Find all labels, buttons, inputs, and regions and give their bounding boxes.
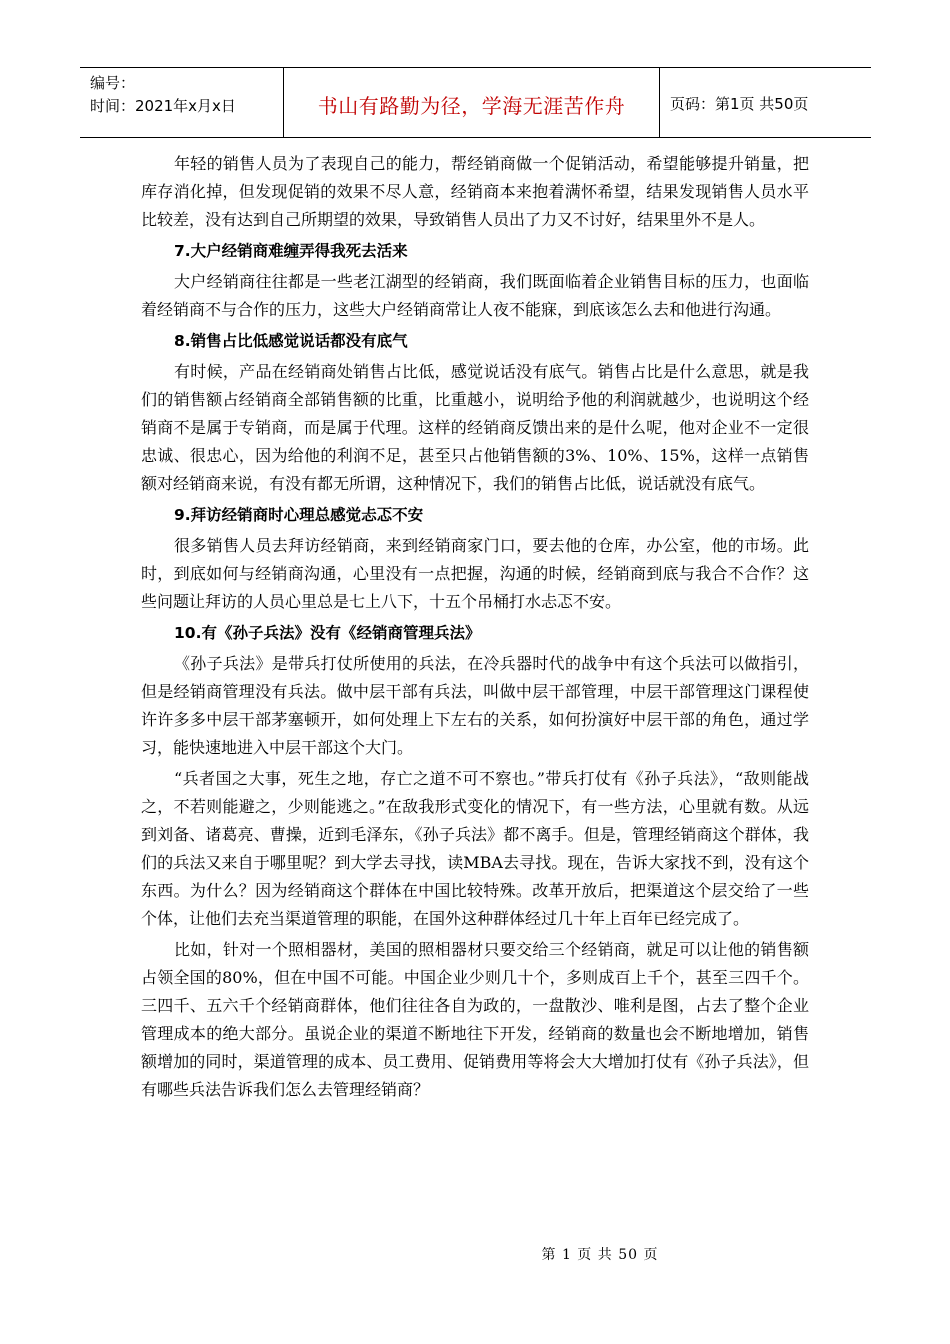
paragraph: 很多销售人员去拜访经销商，来到经销商家门口，要去他的仓库，办公室，他的市场。此时，到底如何与经销商沟通，心里没有一点把握，沟通的时候，经销商到底与我合不合作？这些问题让拜访的人员心里总是七上八下，十五个吊桶打水忐忑不安。	[141, 536, 809, 611]
paragraph: 有时候，产品在经销商处销售占比低，感觉说话没有底气。销售占比是什么意思，就是我们的销售额占经销商全部销售额的比重，比重越小，说明给予他的利润就越少，也说明这个经销商不是属于专销商，而是属于代理。这样的经销商反馈出来的是什么呢，他对企业不一定很忠诚、很忠心，因为给他的利润不足，甚至只占他销售额的3%、10%、15%，这样一点销售额对经销商来说，有没有都无所谓，这种情况下，我们的销售占比低，说话就没有底气。	[141, 362, 809, 493]
page-footer: 第 1 页 共 50 页	[541, 1247, 659, 1263]
number-label: 编号：	[90, 74, 136, 92]
header-meta	[80, 68, 284, 137]
paragraph: 《孙子兵法》是带兵打仗所使用的兵法，在冷兵器时代的战争中有这个兵法可以做指引，但是经销商管理没有兵法。做中层干部有兵法，叫做中层干部管理，中层干部管理这门课程使许许多多中层干部茅塞顿开，如何处理上下左右的关系，如何扮演好中层干部的角色，通过学习，能快速地进入中层干部这个大门。	[141, 654, 809, 757]
section-heading: 7.大户经销商难缠弄得我死去活来	[174, 242, 408, 260]
section-heading: 8.销售占比低感觉说话都没有底气	[174, 332, 408, 350]
section-heading: 9.拜访经销商时心理总感觉忐忑不安	[174, 506, 424, 524]
header-page-label: 页码：第1页 共50页	[670, 95, 809, 113]
paragraph: “兵者国之大事，死生之地，存亡之道不可不察也。”带兵打仗有《孙子兵法》，“敌则能战之，不若则能避之，少则能逃之。”在敌我形式变化的情况下，有一些方法，心里就有数。从远到刘备、诸葛亮、曹操，近到毛泽东，《孙子兵法》都不离手。但是，管理经销商这个群体，我们的兵法又来自于哪里呢？到大学去寻找，读MBA去寻找。现在，告诉大家找不到，没有这个东西。为什么？因为经销商这个群体在中国比较特殊。改革开放后，把渠道这个层交给了一些个体，让他们去充当渠道管理的职能，在国外这种群体经过几十年上百年已经完成了。	[141, 769, 809, 928]
paragraph: 大户经销商往往都是一些老江湖型的经销商，我们既面临着企业销售目标的压力，也面临着经销商不与合作的压力，这些大户经销商常让人夜不能寐，到底该怎么去和他进行沟通。	[141, 272, 809, 319]
header-table	[80, 67, 871, 138]
paragraph: 年轻的销售人员为了表现自己的能力，帮经销商做一个促销活动，希望能够提升销量，把库存消化掉，但发现促销的效果不尽人意，经销商本来抱着满怀希望，结果发现销售人员水平比较差，没有达到自己所期望的效果，导致销售人员出了力又不讨好，结果里外不是人。	[141, 154, 809, 229]
paragraph: 比如，针对一个照相器材，美国的照相器材只要交给三个经销商，就足可以让他的销售额占领全国的80%，但在中国不可能。中国企业少则几十个，多则成百上千个，甚至三四千个。三四千、五六千个经销商群体，他们往往各自为政的，一盘散沙、唯利是图，占去了整个企业管理成本的绝大部分。虽说企业的渠道不断地往下开发，经销商的数量也会不断地增加，销售额增加的同时，渠道管理的成本、员工费用、促销费用等将会大大增加打仗有《孙子兵法》，但有哪些兵法告诉我们怎么去管理经销商？	[141, 940, 809, 1099]
section-heading: 10.有《孙子兵法》没有《经销商管理兵法》	[174, 624, 481, 642]
date-label: 时间：2021年x月x日	[90, 97, 236, 115]
header-motto: 书山有路勤为径，学海无涯苦作舟	[284, 68, 660, 137]
document-body	[141, 150, 809, 1107]
